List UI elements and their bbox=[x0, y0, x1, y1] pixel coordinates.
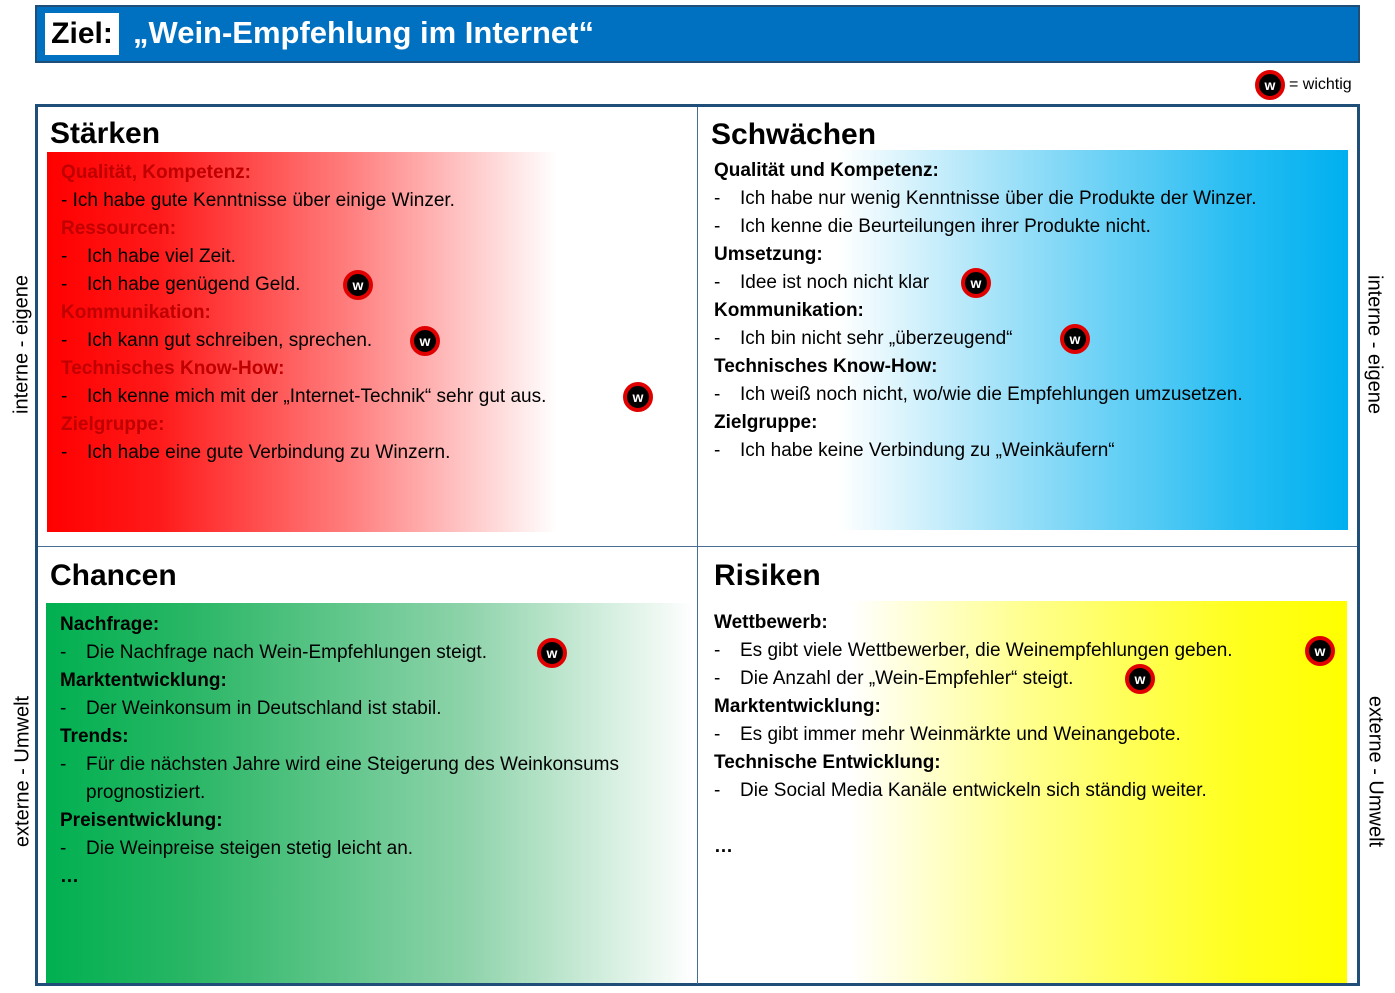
bullet-dash: - bbox=[60, 698, 67, 719]
bullet-dash: - bbox=[714, 780, 721, 801]
bullet-dash: - bbox=[714, 440, 721, 461]
opportunities-list bbox=[60, 611, 619, 891]
section-heading bbox=[60, 611, 619, 639]
item-text: Nachfrage: bbox=[60, 614, 160, 635]
item-text: Qualität, Kompetenz: bbox=[61, 162, 252, 183]
goal-title: „Wein-Empfehlung im Internet“ bbox=[133, 15, 594, 50]
item-text: Ich habe nur wenig Kenntnisse über die Produkte der Winzer. bbox=[740, 188, 1257, 209]
bullet-dash: - bbox=[61, 330, 68, 351]
list-item bbox=[714, 213, 1256, 241]
item-text: Ich kenne die Beurteilungen ihrer Produkte nicht. bbox=[740, 216, 1151, 237]
list-item bbox=[714, 269, 1256, 297]
bullet-dash: - bbox=[60, 642, 67, 663]
side-label-extern-right: externe - Umwelt bbox=[1364, 695, 1387, 848]
item-text: Kommunikation: bbox=[61, 302, 211, 323]
bullet-dash: - bbox=[714, 328, 721, 349]
legend bbox=[1255, 70, 1352, 100]
list-item bbox=[714, 185, 1256, 213]
section-heading bbox=[714, 241, 1256, 269]
legend-text: = wichtig bbox=[1289, 76, 1352, 93]
section-heading bbox=[61, 215, 546, 243]
item-text: Ich kenne mich mit der „Internet-Technik“ sehr gut aus. bbox=[87, 386, 547, 407]
section-heading bbox=[60, 723, 619, 751]
section-heading bbox=[714, 609, 1233, 637]
item-text: Die Nachfrage nach Wein-Empfehlungen steigt. bbox=[86, 642, 487, 663]
section-heading bbox=[714, 157, 1256, 185]
section-heading bbox=[61, 355, 546, 383]
horizontal-divider bbox=[38, 546, 1357, 547]
list-item bbox=[60, 695, 619, 723]
item-text: Ressourcen: bbox=[61, 218, 177, 239]
item-text: … bbox=[60, 866, 79, 887]
item-text: Technisches Know-How: bbox=[61, 358, 285, 379]
section-heading bbox=[60, 863, 619, 891]
importance-badge-icon: w bbox=[1305, 636, 1335, 666]
item-text: Trends: bbox=[60, 726, 129, 747]
bullet-dash: - bbox=[60, 754, 67, 775]
bullet-dash: - bbox=[61, 442, 68, 463]
list-item bbox=[61, 439, 546, 467]
weaknesses-title: Schwächen bbox=[711, 118, 877, 151]
item-text: Für die nächsten Jahre wird eine Steigerung des Weinkonsums bbox=[86, 754, 619, 775]
goal-banner bbox=[35, 5, 1360, 63]
goal-label: Ziel: bbox=[45, 13, 119, 55]
item-text: prognostiziert. bbox=[86, 782, 206, 803]
section-heading bbox=[60, 807, 619, 835]
risks-title: Risiken bbox=[714, 559, 821, 592]
section-heading bbox=[714, 693, 1233, 721]
section-heading bbox=[714, 833, 1233, 861]
importance-badge-icon: w bbox=[1255, 70, 1285, 100]
list-item bbox=[61, 243, 546, 271]
list-item bbox=[60, 779, 619, 807]
item-text: Ich bin nicht sehr „überzeugend“ bbox=[740, 328, 1013, 349]
item-text: Wettbewerb: bbox=[714, 612, 828, 633]
list-item bbox=[714, 381, 1256, 409]
bullet-dash: - bbox=[714, 384, 721, 405]
bullet-dash: - bbox=[714, 668, 721, 689]
strengths-list bbox=[61, 159, 644, 467]
bullet-dash: - bbox=[61, 246, 68, 267]
item-text: Die Weinpreise steigen stetig leicht an. bbox=[86, 838, 414, 859]
importance-badge-icon: w bbox=[410, 326, 440, 356]
bullet-dash: - bbox=[61, 386, 68, 407]
list-item bbox=[714, 637, 1326, 665]
importance-badge-icon: w bbox=[961, 268, 991, 298]
item-text: Zielgruppe: bbox=[714, 412, 818, 433]
list-item bbox=[61, 271, 546, 299]
item-text: Ich habe eine gute Verbindung zu Winzern. bbox=[87, 442, 451, 463]
side-label-extern-left: externe - Umwelt bbox=[11, 695, 34, 848]
item-text: Ich habe viel Zeit. bbox=[87, 246, 236, 267]
bullet-dash: - bbox=[714, 272, 721, 293]
list-item bbox=[714, 805, 1233, 833]
item-text: Zielgruppe: bbox=[61, 414, 165, 435]
item-text: Ich weiß noch nicht, wo/wie die Empfehlungen umzusetzen. bbox=[740, 384, 1243, 405]
item-text: Umsetzung: bbox=[714, 244, 823, 265]
section-heading bbox=[714, 353, 1256, 381]
importance-badge-icon: w bbox=[343, 270, 373, 300]
bullet-dash: - bbox=[714, 216, 721, 237]
item-text: Ich habe genügend Geld. bbox=[87, 274, 301, 295]
importance-badge-icon: w bbox=[623, 382, 653, 412]
list-item bbox=[61, 327, 546, 355]
section-heading bbox=[714, 749, 1233, 777]
item-text: Die Anzahl der „Wein-Empfehler“ steigt. bbox=[740, 668, 1074, 689]
item-text: Marktentwicklung: bbox=[60, 670, 227, 691]
section-heading bbox=[61, 411, 546, 439]
item-text: Es gibt immer mehr Weinmärkte und Weinangebote. bbox=[740, 724, 1181, 745]
item-text: Der Weinkonsum in Deutschland ist stabil. bbox=[86, 698, 442, 719]
section-heading bbox=[60, 667, 619, 695]
item-text: Es gibt viele Wettbewerber, die Weinempfehlungen geben. bbox=[740, 640, 1233, 661]
item-text: Ich habe keine Verbindung zu „Weinkäufern“ bbox=[740, 440, 1115, 461]
bullet-dash: - bbox=[714, 640, 721, 661]
weaknesses-list bbox=[714, 157, 1256, 465]
item-text: … bbox=[714, 836, 733, 857]
bullet-dash: - bbox=[60, 838, 67, 859]
item-text: Ich kann gut schreiben, sprechen. bbox=[87, 330, 373, 351]
list-item bbox=[60, 835, 619, 863]
importance-badge-icon: w bbox=[1125, 664, 1155, 694]
section-heading bbox=[61, 159, 546, 187]
bullet-dash: - bbox=[61, 274, 68, 295]
side-label-intern-left: interne - eigene bbox=[10, 275, 33, 414]
list-item bbox=[61, 383, 644, 411]
item-text: Marktentwicklung: bbox=[714, 696, 881, 717]
item-text: Technisches Know-How: bbox=[714, 356, 938, 377]
item-text: Qualität und Kompetenz: bbox=[714, 160, 939, 181]
item-text: Technische Entwicklung: bbox=[714, 752, 941, 773]
item-text: Preisentwicklung: bbox=[60, 810, 223, 831]
list-item bbox=[714, 777, 1233, 805]
item-text: Kommunikation: bbox=[714, 300, 864, 321]
list-item bbox=[714, 437, 1256, 465]
list-item bbox=[60, 639, 619, 667]
importance-badge-icon: w bbox=[1060, 324, 1090, 354]
list-item bbox=[61, 187, 546, 215]
side-label-intern-right: interne - eigene bbox=[1363, 275, 1386, 414]
list-item bbox=[714, 665, 1233, 693]
list-item bbox=[60, 751, 619, 779]
list-item bbox=[714, 721, 1233, 749]
risks-list bbox=[714, 609, 1326, 861]
list-item bbox=[714, 325, 1256, 353]
item-text: - Ich habe gute Kenntnisse über einige Winzer. bbox=[61, 190, 455, 211]
section-heading bbox=[61, 299, 546, 327]
importance-badge-icon: w bbox=[537, 638, 567, 668]
section-heading bbox=[714, 297, 1256, 325]
bullet-dash: - bbox=[714, 188, 721, 209]
item-text: Die Social Media Kanäle entwickeln sich ständig weiter. bbox=[740, 780, 1207, 801]
bullet-dash: - bbox=[714, 724, 721, 745]
item-text: Idee ist noch nicht klar bbox=[740, 272, 930, 293]
section-heading bbox=[714, 409, 1256, 437]
strengths-title: Stärken bbox=[50, 117, 161, 150]
opportunities-title: Chancen bbox=[50, 559, 177, 592]
